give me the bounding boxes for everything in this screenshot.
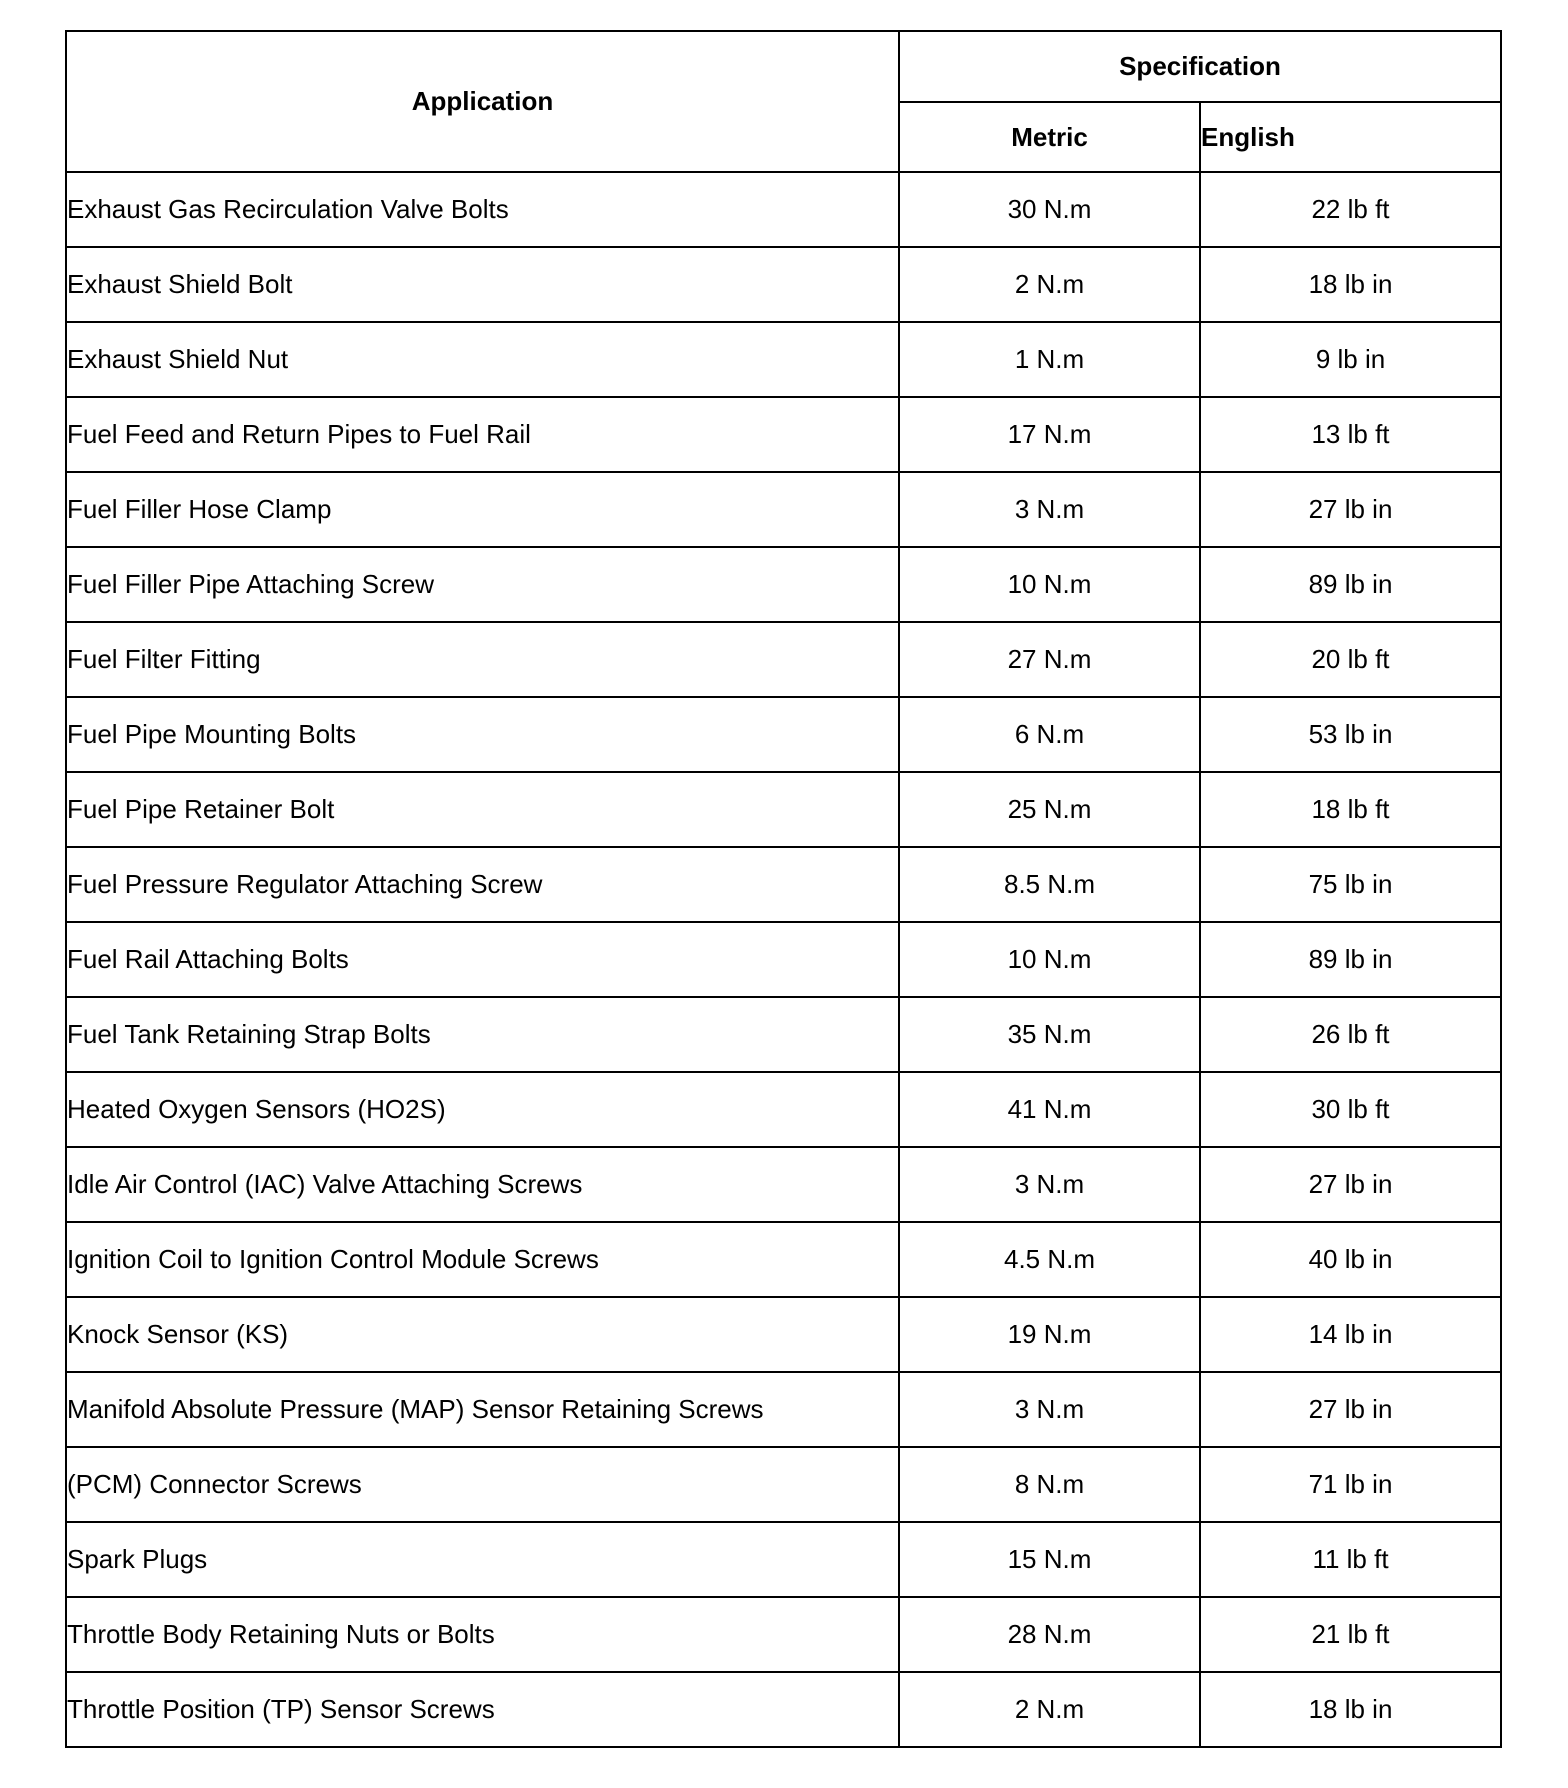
cell-application: Fuel Rail Attaching Bolts — [66, 922, 899, 997]
table-row — [66, 847, 1501, 922]
cell-english: 89 lb in — [1200, 547, 1501, 622]
cell-english: 14 lb in — [1200, 1297, 1501, 1372]
table-row — [66, 1372, 1501, 1447]
cell-metric: 2 N.m — [899, 247, 1200, 322]
cell-metric: 15 N.m — [899, 1522, 1200, 1597]
table-row — [66, 397, 1501, 472]
cell-english: 18 lb in — [1200, 1672, 1501, 1747]
cell-english: 30 lb ft — [1200, 1072, 1501, 1147]
cell-metric: 35 N.m — [899, 997, 1200, 1072]
cell-english: 21 lb ft — [1200, 1597, 1501, 1672]
cell-metric: 6 N.m — [899, 697, 1200, 772]
table-row — [66, 1297, 1501, 1372]
cell-metric: 10 N.m — [899, 547, 1200, 622]
cell-application: Exhaust Gas Recirculation Valve Bolts — [66, 172, 899, 247]
cell-application: Ignition Coil to Ignition Control Module Screws — [66, 1222, 899, 1297]
cell-english: 89 lb in — [1200, 922, 1501, 997]
table-row — [66, 997, 1501, 1072]
table-header — [66, 31, 1501, 172]
cell-application: Throttle Body Retaining Nuts or Bolts — [66, 1597, 899, 1672]
cell-english: 9 lb in — [1200, 322, 1501, 397]
cell-english: 18 lb in — [1200, 247, 1501, 322]
cell-english: 53 lb in — [1200, 697, 1501, 772]
cell-metric: 41 N.m — [899, 1072, 1200, 1147]
cell-application: Fuel Pipe Mounting Bolts — [66, 697, 899, 772]
cell-application: Throttle Position (TP) Sensor Screws — [66, 1672, 899, 1747]
cell-metric: 3 N.m — [899, 472, 1200, 547]
header-application: Application — [66, 31, 899, 172]
cell-application: Fuel Filler Pipe Attaching Screw — [66, 547, 899, 622]
header-specification: Specification — [899, 31, 1501, 102]
cell-metric: 28 N.m — [899, 1597, 1200, 1672]
cell-english: 40 lb in — [1200, 1222, 1501, 1297]
cell-application: Fuel Pressure Regulator Attaching Screw — [66, 847, 899, 922]
table-row — [66, 622, 1501, 697]
cell-english: 75 lb in — [1200, 847, 1501, 922]
cell-english: 26 lb ft — [1200, 997, 1501, 1072]
cell-metric: 3 N.m — [899, 1147, 1200, 1222]
cell-metric: 4.5 N.m — [899, 1222, 1200, 1297]
cell-metric: 8.5 N.m — [899, 847, 1200, 922]
cell-english: 22 lb ft — [1200, 172, 1501, 247]
cell-metric: 10 N.m — [899, 922, 1200, 997]
table-row — [66, 697, 1501, 772]
cell-english: 27 lb in — [1200, 1372, 1501, 1447]
table-row — [66, 247, 1501, 322]
cell-application: Fuel Filler Hose Clamp — [66, 472, 899, 547]
cell-metric: 25 N.m — [899, 772, 1200, 847]
table-row — [66, 172, 1501, 247]
cell-application: (PCM) Connector Screws — [66, 1447, 899, 1522]
table-row — [66, 772, 1501, 847]
cell-application: Heated Oxygen Sensors (HO2S) — [66, 1072, 899, 1147]
cell-english: 11 lb ft — [1200, 1522, 1501, 1597]
cell-metric: 1 N.m — [899, 322, 1200, 397]
cell-english: 13 lb ft — [1200, 397, 1501, 472]
cell-english: 18 lb ft — [1200, 772, 1501, 847]
cell-application: Manifold Absolute Pressure (MAP) Sensor Retaining Screws — [66, 1372, 899, 1447]
cell-english: 20 lb ft — [1200, 622, 1501, 697]
torque-specification-table — [65, 30, 1502, 1748]
table-row — [66, 322, 1501, 397]
cell-english: 27 lb in — [1200, 472, 1501, 547]
cell-application: Knock Sensor (KS) — [66, 1297, 899, 1372]
table-row — [66, 1447, 1501, 1522]
cell-english: 71 lb in — [1200, 1447, 1501, 1522]
cell-application: Exhaust Shield Bolt — [66, 247, 899, 322]
cell-metric: 30 N.m — [899, 172, 1200, 247]
cell-english: 27 lb in — [1200, 1147, 1501, 1222]
header-metric: Metric — [899, 102, 1200, 172]
cell-metric: 19 N.m — [899, 1297, 1200, 1372]
table-row — [66, 1147, 1501, 1222]
table-row — [66, 547, 1501, 622]
cell-application: Idle Air Control (IAC) Valve Attaching Screws — [66, 1147, 899, 1222]
table-row — [66, 1072, 1501, 1147]
table-body — [66, 172, 1501, 1747]
cell-metric: 17 N.m — [899, 397, 1200, 472]
table-row — [66, 1597, 1501, 1672]
cell-application: Fuel Tank Retaining Strap Bolts — [66, 997, 899, 1072]
table-row — [66, 1522, 1501, 1597]
cell-application: Fuel Pipe Retainer Bolt — [66, 772, 899, 847]
table-row — [66, 1672, 1501, 1747]
cell-application: Fuel Feed and Return Pipes to Fuel Rail — [66, 397, 899, 472]
cell-application: Spark Plugs — [66, 1522, 899, 1597]
cell-application: Exhaust Shield Nut — [66, 322, 899, 397]
cell-metric: 3 N.m — [899, 1372, 1200, 1447]
header-english: English — [1200, 102, 1501, 172]
table-row — [66, 472, 1501, 547]
cell-metric: 2 N.m — [899, 1672, 1200, 1747]
cell-application: Fuel Filter Fitting — [66, 622, 899, 697]
cell-metric: 27 N.m — [899, 622, 1200, 697]
table-row — [66, 1222, 1501, 1297]
table-row — [66, 922, 1501, 997]
cell-metric: 8 N.m — [899, 1447, 1200, 1522]
